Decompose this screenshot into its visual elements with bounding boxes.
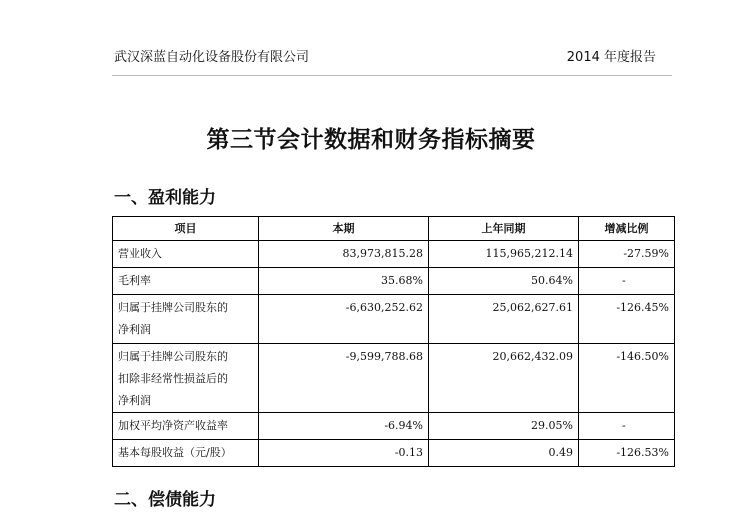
section-heading-profitability: 一、盈利能力 — [114, 188, 216, 208]
column-header-change: 增减比例 — [579, 217, 675, 241]
row-item — [113, 344, 259, 413]
row-current-value: -9,599,788.68 — [259, 344, 429, 413]
table-row — [113, 440, 675, 467]
row-item — [113, 413, 259, 440]
row-previous-value: 115,965,212.14 — [429, 241, 579, 268]
table-header-row — [113, 217, 675, 241]
report-label: 2014 年度报告 — [566, 50, 656, 65]
company-name: 武汉深蓝自动化设备股份有限公司 — [114, 50, 310, 65]
row-item-text: 营业收入 — [118, 247, 162, 260]
table-row — [113, 344, 675, 413]
row-change-value: - — [579, 268, 675, 295]
row-change-value: -126.45% — [579, 295, 675, 344]
row-previous-value: 20,662,432.09 — [429, 344, 579, 413]
row-current-value: -6.94% — [259, 413, 429, 440]
row-previous-value: 50.64% — [429, 268, 579, 295]
row-current-value: -6,630,252.62 — [259, 295, 429, 344]
row-change-value: -126.53% — [579, 440, 675, 467]
row-previous-value: 25,062,627.61 — [429, 295, 579, 344]
row-item-text: 归属于挂牌公司股东的 净利润 — [118, 301, 228, 336]
row-item — [113, 241, 259, 268]
row-item-text: 加权平均净资产收益率 — [118, 419, 228, 432]
table-row — [113, 295, 675, 344]
row-current-value: 35.68% — [259, 268, 429, 295]
table-row — [113, 241, 675, 268]
row-previous-value: 0.49 — [429, 440, 579, 467]
financial-summary-table — [112, 216, 675, 467]
section-heading-solvency: 二、偿债能力 — [114, 490, 216, 510]
header-divider — [112, 75, 672, 76]
column-header-item: 项目 — [113, 217, 259, 241]
row-previous-value: 29.05% — [429, 413, 579, 440]
row-item-text: 基本每股收益（元/股） — [118, 446, 232, 459]
column-header-previous: 上年同期 — [429, 217, 579, 241]
row-change-value: -27.59% — [579, 241, 675, 268]
row-item-text: 毛利率 — [118, 274, 151, 287]
table-row — [113, 268, 675, 295]
row-item — [113, 440, 259, 467]
row-item-text: 归属于挂牌公司股东的 扣除非经常性损益后的 净利润 — [118, 350, 228, 407]
row-current-value: -0.13 — [259, 440, 429, 467]
row-change-value: -146.50% — [579, 344, 675, 413]
page-title: 第三节会计数据和财务指标摘要 — [206, 127, 536, 153]
row-item — [113, 295, 259, 344]
row-item — [113, 268, 259, 295]
row-change-value: - — [579, 413, 675, 440]
row-current-value: 83,973,815.28 — [259, 241, 429, 268]
column-header-current: 本期 — [259, 217, 429, 241]
table-row — [113, 413, 675, 440]
